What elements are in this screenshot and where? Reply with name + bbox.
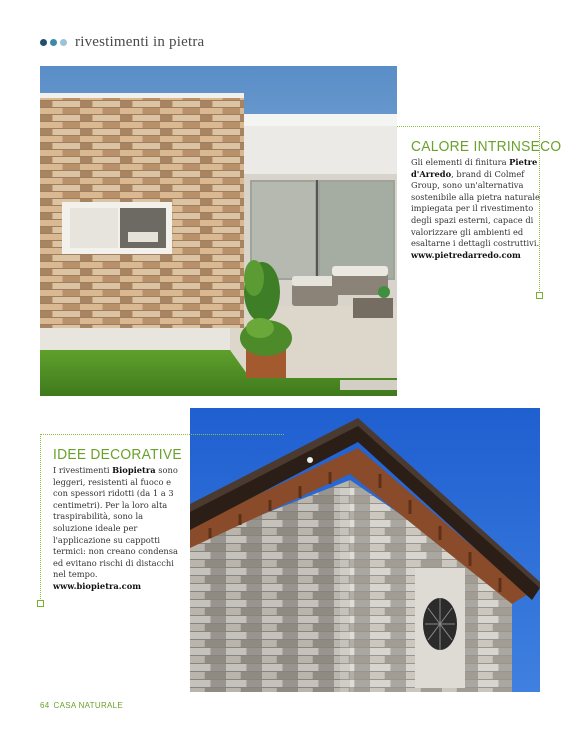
callout-title: CALORE INTRINSECO [411, 138, 562, 155]
section-header [40, 32, 204, 52]
callout-title: IDEE DECORATIVE [53, 446, 182, 463]
header-dot-2 [50, 39, 57, 46]
frame-corner-marker [536, 292, 543, 299]
section-title: rivestimenti in pietra [75, 33, 205, 50]
header-dot-1 [40, 39, 47, 46]
page-number: 64 [40, 701, 50, 710]
callout-calore-intrinseco [411, 126, 562, 298]
frame-corner-marker [37, 600, 44, 607]
photo-stone-house-patio [40, 66, 397, 396]
brand-name: Pietre d'Arredo [411, 157, 538, 179]
callout-idee-decorative [40, 434, 285, 608]
header-dot-3 [60, 39, 67, 46]
page-footer [40, 701, 123, 710]
callout-body: I rivestimenti Biopietra sono leggeri, resistenti al fuoco e con spessori ridotti (da 1 a 3 centimetri). Per la loro alta traspirabilità, sono la soluzione ideale per l'applicazione su cappotti termici: non creano condensa ed evitano rischi di distacchi nel tempo. [53, 465, 178, 580]
website-link[interactable]: www.pietredarredo.com [411, 249, 521, 260]
magazine-name: CASA NATURALE [53, 701, 124, 710]
website-link[interactable]: www.biopietra.com [53, 580, 142, 591]
callout-body: Gli elementi di finitura Pietre d'Arredo, brand di Colmef Group, sono un'alternativa sostenibile alla pietra naturale impiegata per il rivestimento degli spazi esterni, capace di valorizzare gli ambienti ed esaltarne i dettagli costruttivi. [411, 157, 540, 249]
brand-name: Biopietra [112, 465, 156, 475]
